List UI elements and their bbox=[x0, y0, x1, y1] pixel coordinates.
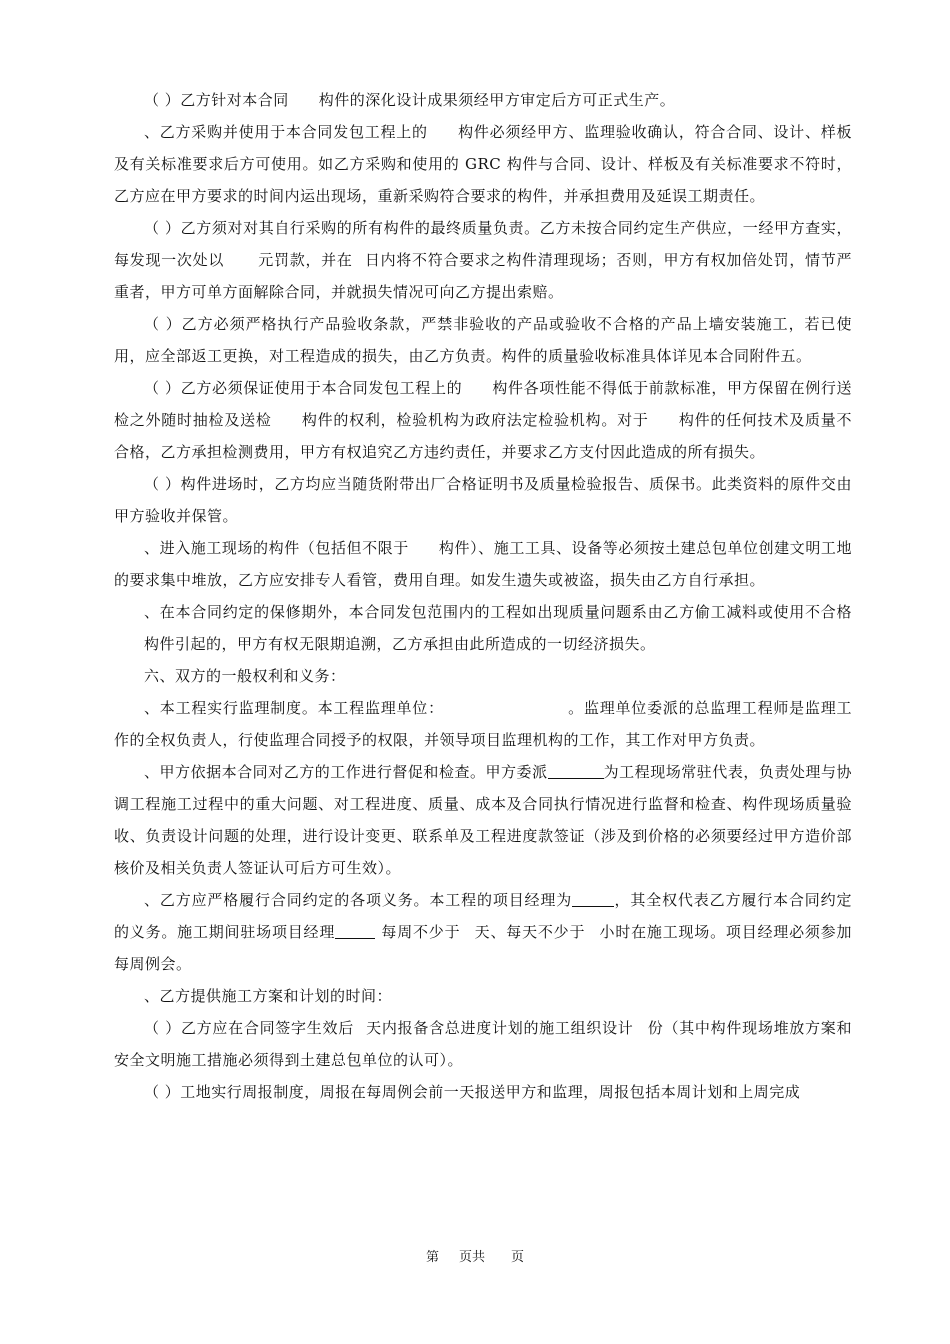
text-segment: ，其全权代表乙方履行本合同约定的义务。施工期间驻场项目经理 bbox=[114, 891, 852, 941]
document-body bbox=[114, 84, 852, 1108]
text-segment: 六、双方的一般权利和义务： bbox=[144, 667, 346, 685]
text-segment: 每周不少于 bbox=[381, 923, 461, 941]
underline-blank bbox=[572, 890, 614, 907]
paragraph-6 bbox=[114, 468, 852, 532]
text-segment: （ ）乙方须对对其自行采购的所有构件的最终质量负责。乙方未按合同约定生产供应，一经甲方查实，每发现一次处以 bbox=[114, 219, 852, 269]
paragraph-8 bbox=[114, 596, 852, 660]
text-segment: （ ）乙方必须保证使用于本合同发包工程上的 bbox=[144, 379, 463, 397]
paragraph-5 bbox=[114, 372, 852, 468]
text-segment: 、乙方应严格履行合同约定的各项义务。本工程的项目经理为 bbox=[144, 891, 573, 909]
text-segment: 构件的任何技术及质量不合格，乙方承担检测费用，甲方有权追究乙方违约责任，并要求乙方支付因此造成的所有损失。 bbox=[114, 411, 852, 461]
text-segment: 构件引起的，甲方有权无限期追溯，乙方承担由此所造成的一切经济损失。 bbox=[144, 635, 656, 653]
paragraph-14 bbox=[114, 1076, 852, 1108]
paragraph-3 bbox=[114, 212, 852, 308]
text-segment: 小时在施工现场。项目经理必须参加每周例会。 bbox=[114, 923, 852, 973]
paragraph-12 bbox=[114, 980, 852, 1012]
text-segment: （ ）乙方针对本合同 bbox=[144, 91, 289, 109]
page-number-prefix: 第 bbox=[425, 1250, 439, 1265]
paragraph-11 bbox=[114, 884, 852, 980]
text-segment: 天内报备含总进度计划的施工组织设计 bbox=[365, 1019, 634, 1037]
text-segment: 为工程现场常驻代表，负责处理与协调工程施工过程中的重大问题、对工程进度、质量、成本及合同执行情况进行监督和检查、构件现场质量验收、负责设计问题的处理，进行设计变更、联系单及工程进度款签证（涉及到价格的必须要经过甲方造价部核价及相关负责人签证认可后方可生效）。 bbox=[114, 763, 852, 877]
paragraph-1 bbox=[114, 84, 852, 116]
page-footer bbox=[0, 1246, 950, 1265]
paragraph-7 bbox=[114, 532, 852, 596]
text-segment: 构件）、施工工具、设备等必须按土建总包单位创建文明工地的要求集中堆放，乙方应安排专人看管，费用自理。如发生遗失或被盗，损失由乙方自行承担。 bbox=[114, 539, 852, 589]
text-segment: 构件各项性能不得低于前款标准，甲方保留在例行送检之外随时抽检及送检 bbox=[114, 379, 852, 429]
paragraph-9 bbox=[114, 692, 852, 756]
underline-blank bbox=[548, 762, 604, 779]
paragraph-13 bbox=[114, 1012, 852, 1076]
underline-blank bbox=[335, 922, 375, 939]
text-segment: （ ）构件进场时，乙方均应当随货附带出厂合格证明书及质量检验报告、质保书。此类资料的原件交由甲方验收并保管。 bbox=[114, 475, 852, 525]
text-segment: （ ）乙方应在合同签字生效后 bbox=[144, 1019, 354, 1037]
text-segment: （ ）乙方必须严格执行产品验收条款，严禁非验收的产品或验收不合格的产品上墙安装施工，若已使用，应全部返工更换，对工程造成的损失，由乙方负责。构件的质量验收标准具体详见本合同附件五。 bbox=[114, 315, 852, 365]
paragraph-10 bbox=[114, 756, 852, 884]
paragraph-4 bbox=[114, 308, 852, 372]
text-segment: 、乙方提供施工方案和计划的时间： bbox=[144, 987, 393, 1005]
section-heading bbox=[114, 660, 852, 692]
text-segment: 、甲方依据本合同对乙方的工作进行督促和检查。甲方委派 bbox=[144, 763, 548, 781]
text-segment: 。监理单位委派的总监理工程师是监理工作的全权负责人，行使监理合同授予的权限，并领导项目监理机构的工作，其工作对甲方负责。 bbox=[114, 699, 852, 749]
text-segment: 构件的深化设计成果须经甲方审定后方可正式生产。 bbox=[318, 91, 676, 109]
text-segment: 、进入施工现场的构件（包括但不限于 bbox=[144, 539, 409, 557]
text-segment: 份（其中构件现场堆放方案和安全文明施工措施必须得到土建总包单位的认可）。 bbox=[114, 1019, 852, 1069]
text-segment: （ ）工地实行周报制度，周报在每周例会前一天报送甲方和监理，周报包括本周计划和上周完成 bbox=[144, 1083, 801, 1101]
page-number-suffix: 页 bbox=[511, 1250, 525, 1265]
text-segment: 元罚款，并在 bbox=[258, 251, 353, 269]
text-segment: 构件的权利，检验机构为政府法定检验机构。对于 bbox=[301, 411, 649, 429]
text-segment: 、本工程实行监理制度。本工程监理单位： bbox=[144, 699, 444, 717]
text-segment: 、在本合同约定的保修期外，本合同发包范围内的工程如出现质量问题系由乙方偷工减料或使用不合格 bbox=[144, 603, 852, 621]
paragraph-2 bbox=[114, 116, 852, 212]
text-segment: 天、每天不少于 bbox=[474, 923, 586, 941]
page-number-mid: 页共 bbox=[458, 1250, 485, 1265]
text-segment: 构件必须经甲方、监理验收确认，符合合同、设计、样板及有关标准要求后方可使用。如乙方采购和使用的 GRC 构件与合同、设计、样板及有关标准要求不符时，乙方应在甲方要求的时间内运出现场，重新采购符合要求的构件，并承担费用及延误工期责任。 bbox=[114, 123, 852, 205]
text-segment: 、乙方采购并使用于本合同发包工程上的 bbox=[144, 123, 428, 141]
text-segment: 日内将不符合要求之构件清理现场；否则，甲方有权加倍处罚，情节严重者，甲方可单方面解除合同，并就损失情况可向乙方提出索赔。 bbox=[114, 251, 852, 301]
